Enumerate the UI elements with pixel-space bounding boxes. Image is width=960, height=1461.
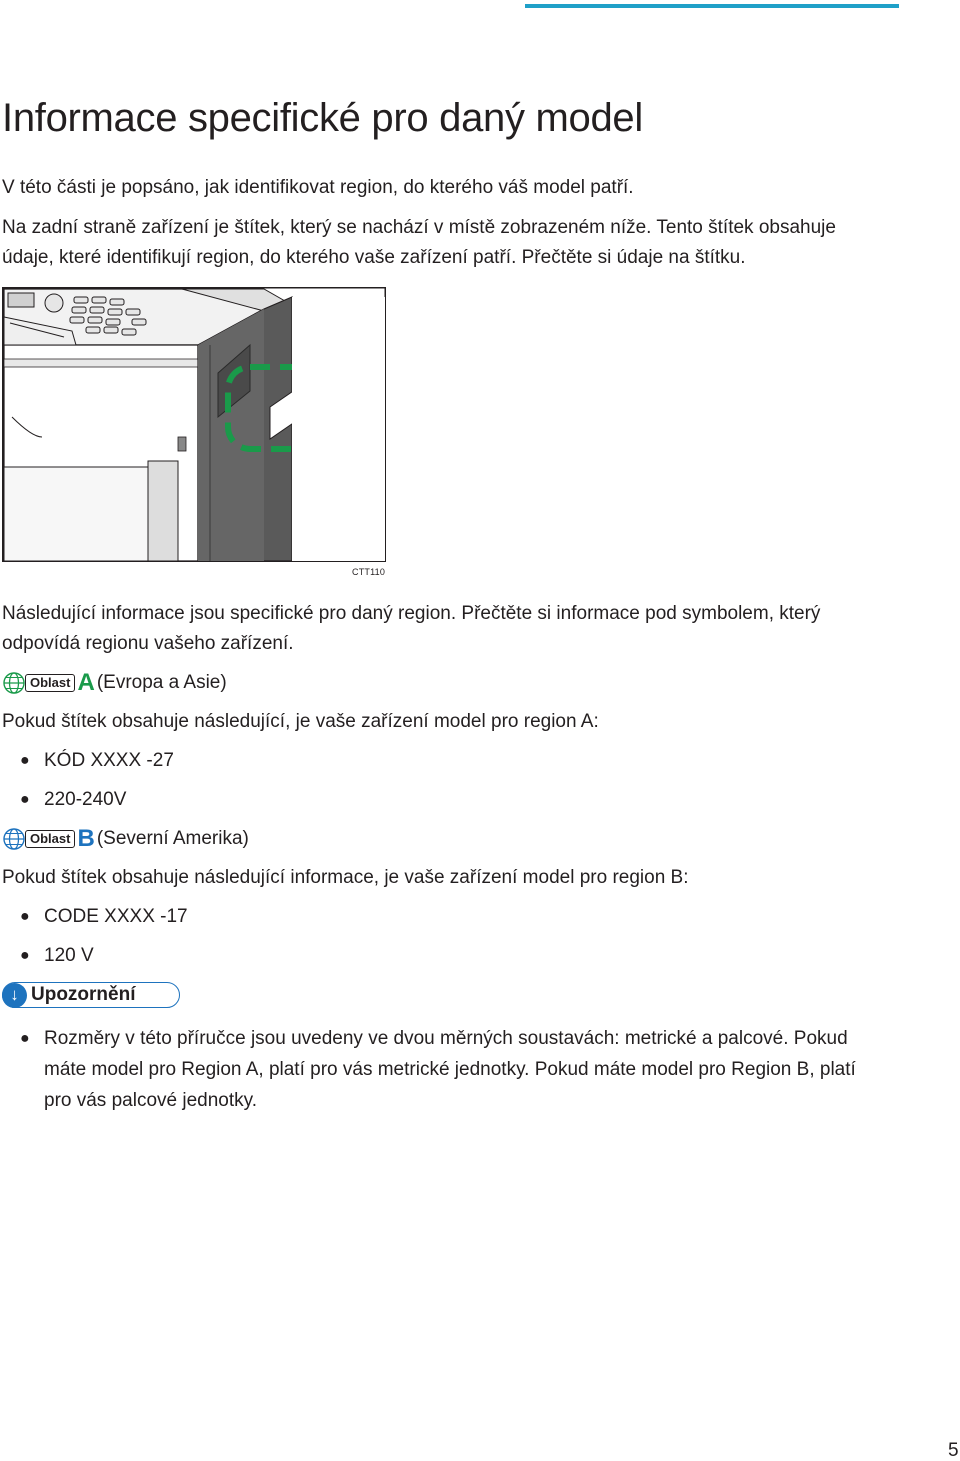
region-a-description: Pokud štítek obsahuje následující, je vaše zařízení model pro region A:: [2, 711, 599, 732]
region-b-item-text: 120 V: [44, 945, 94, 966]
region-a-item-2: [20, 784, 126, 815]
region-b-item-1: [20, 901, 188, 932]
region-a-item-text: KÓD XXXX -27: [44, 750, 174, 771]
region-b-item-text: CODE XXXX -17: [44, 906, 188, 927]
bullet-dot: ●: [20, 752, 30, 769]
note-text: [44, 1023, 856, 1116]
label-paragraph-line-1: Na zadní straně zařízení je štítek, který se nachází v místě zobrazeném níže. Tento štítek obsahuje: [2, 217, 836, 238]
intro-paragraph: V této části je popsáno, jak identifikovat region, do kterého váš model patří.: [2, 177, 634, 198]
bullet-dot: ●: [20, 1030, 30, 1047]
region-b-description: Pokud štítek obsahuje následující informace, je vaše zařízení model pro region B:: [2, 867, 689, 888]
bullet-dot: ●: [20, 947, 30, 964]
region-b-item-2: [20, 940, 94, 971]
region-paragraph-line-2: odpovídá regionu vašeho zařízení.: [2, 633, 294, 654]
region-a-heading: [2, 670, 227, 696]
region-b-badge-label: Oblast: [25, 830, 75, 848]
region-a-name: (Evropa a Asie): [96, 672, 227, 693]
figure-code: CTT110: [352, 567, 386, 577]
note-label: Upozornění: [31, 984, 136, 1005]
page-number: 5: [948, 1440, 959, 1461]
region-b-badge: [2, 827, 95, 851]
note-line-1: Rozměry v této příručce jsou uvedeny ve dvou měrných soustavách: metrické a palcové. Pokud: [44, 1028, 848, 1049]
bullet-dot: ●: [20, 791, 30, 808]
note-heading: [2, 982, 180, 1008]
region-a-item-text: 220-240V: [44, 789, 127, 810]
printer-illustration: [2, 287, 386, 562]
page-title: Informace specifické pro daný model: [2, 96, 643, 140]
region-a-badge: [2, 671, 95, 695]
region-b-heading: [2, 826, 249, 852]
region-a-letter: A: [77, 669, 95, 696]
note-item: [20, 1023, 920, 1116]
bullet-dot: ●: [20, 908, 30, 925]
header-rule: [525, 4, 899, 8]
region-a-badge-label: Oblast: [25, 674, 75, 692]
region-b-name: (Severní Amerika): [96, 828, 249, 849]
label-paragraph-line-2: údaje, které identifikují region, do kterého vaše zařízení patří. Přečtěte si údaje na štítku.: [2, 247, 746, 268]
region-a-item-1: [20, 745, 174, 776]
region-paragraph-line-1: Následující informace jsou specifické pro daný region. Přečtěte si informace pod symbolem, který: [2, 603, 821, 624]
region-b-letter: B: [77, 825, 95, 852]
note-line-2: máte model pro Region A, platí pro vás metrické jednotky. Pokud máte model pro Region B, platí: [44, 1059, 856, 1080]
down-arrow-icon: ↓: [2, 983, 27, 1008]
note-line-3: pro vás palcové jednotky.: [44, 1090, 257, 1111]
